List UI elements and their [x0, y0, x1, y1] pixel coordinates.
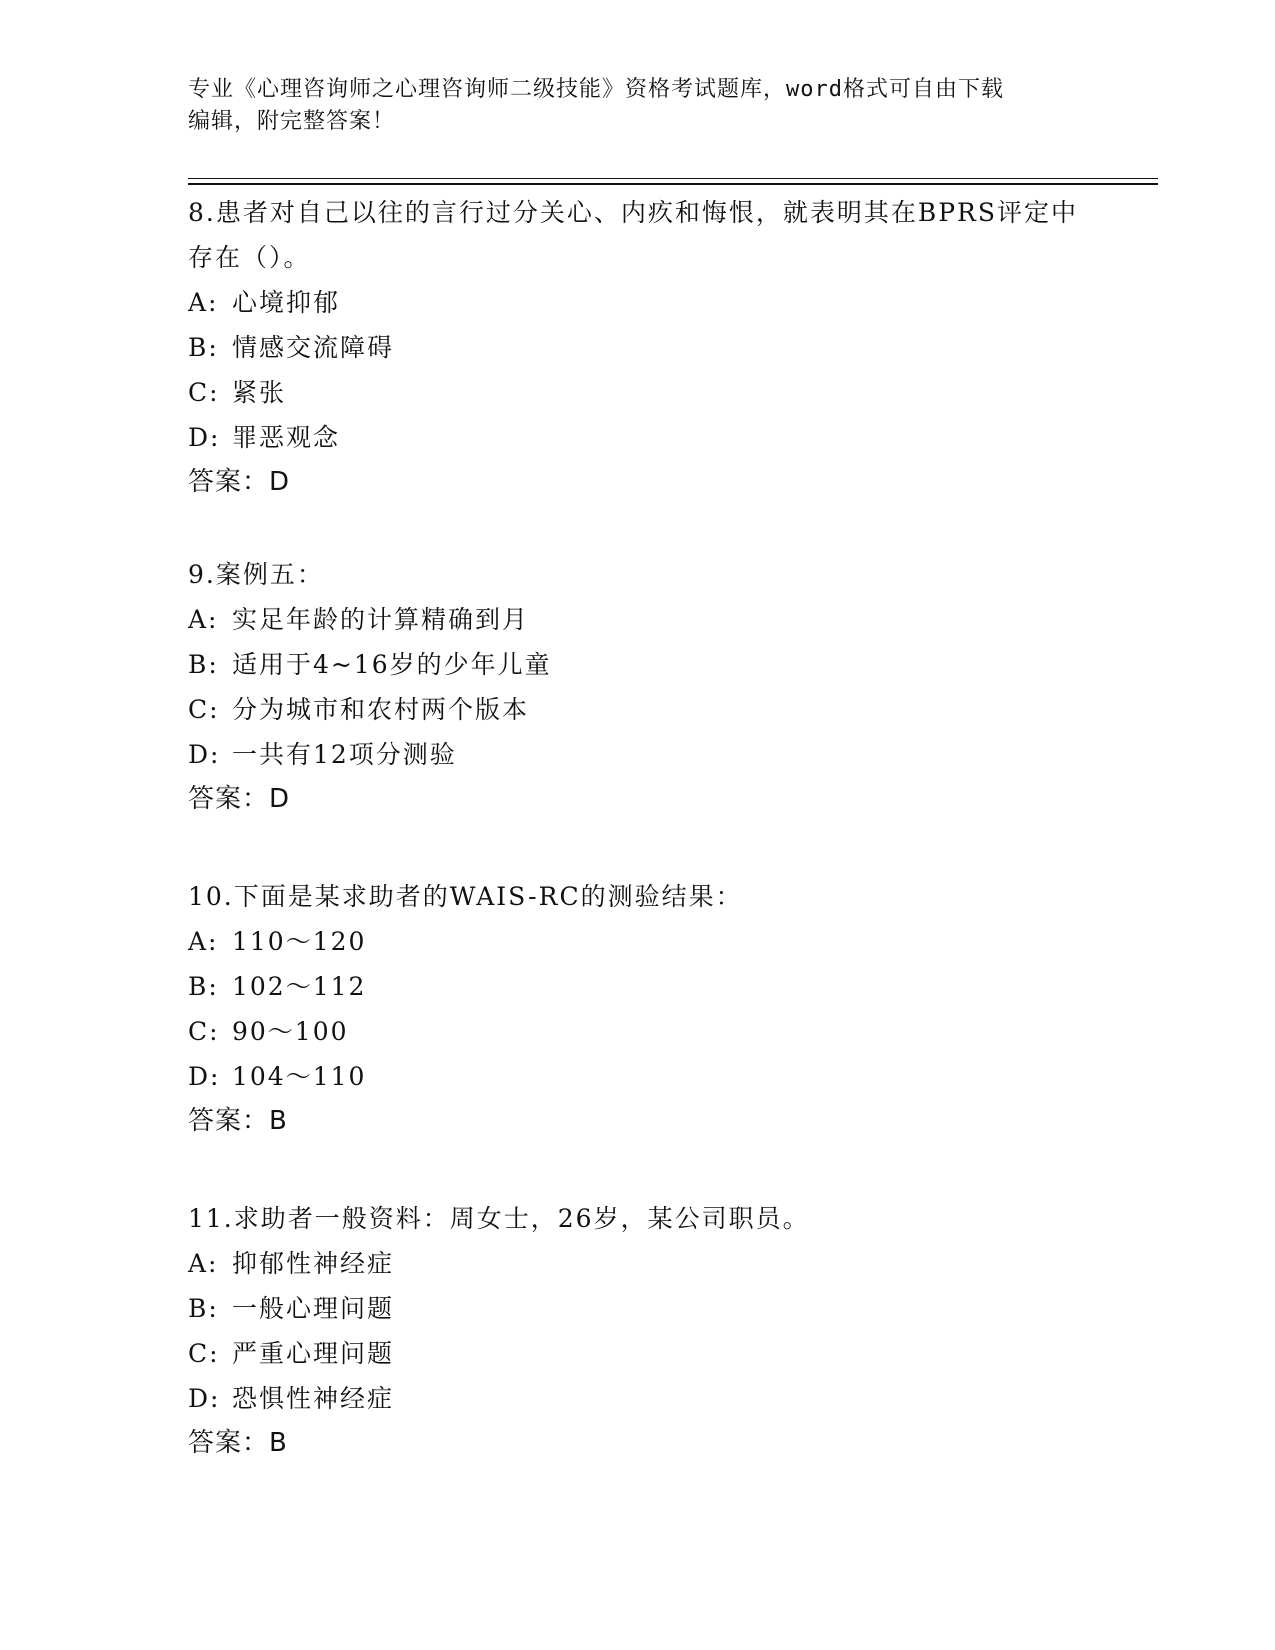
option-d — [188, 1054, 1088, 1099]
option-label: B: — [188, 650, 219, 679]
option-label: C: — [188, 695, 220, 724]
question-text: 10.下面是某求助者的WAIS-RC的测验结果： — [188, 882, 743, 911]
option-c — [188, 370, 1088, 415]
option-label: D: — [188, 740, 221, 769]
option-d — [188, 732, 1088, 777]
option-text: 90～100 — [232, 1017, 349, 1046]
option-text: 紧张 — [232, 378, 287, 407]
option-b — [188, 325, 1088, 370]
option-a — [188, 1241, 1088, 1286]
option-text: 严重心理问题 — [232, 1339, 395, 1368]
question-8 — [188, 190, 1088, 505]
option-d — [188, 1376, 1088, 1421]
option-text: 心境抑郁 — [232, 288, 341, 317]
option-text: 抑郁性神经症 — [232, 1249, 395, 1278]
question-11 — [188, 1196, 1088, 1466]
option-text: 情感交流障碍 — [232, 333, 395, 362]
option-label: C: — [188, 1339, 220, 1368]
option-b — [188, 1286, 1088, 1331]
question-text: 8.患者对自己以往的言行过分关心、内疚和悔恨，就表明其在BPRS评定中存在（）。 — [188, 198, 1078, 272]
header-line-2: 编辑，附完整答案！ — [188, 109, 396, 134]
option-b — [188, 642, 1088, 687]
option-label: A: — [188, 1249, 219, 1278]
option-text: 罪恶观念 — [232, 423, 341, 452]
answer-line: 答案：B — [188, 1428, 288, 1458]
option-text: 110～120 — [232, 927, 367, 956]
option-a — [188, 597, 1088, 642]
question-text: 11.求助者一般资料：周女士，26岁，某公司职员。 — [188, 1204, 810, 1233]
question-10 — [188, 874, 1088, 1144]
question-text: 9.案例五： — [188, 560, 324, 589]
option-label: C: — [188, 378, 220, 407]
document-header — [188, 74, 1088, 138]
question-9 — [188, 552, 1088, 822]
option-text: 一共有12项分测验 — [232, 740, 457, 769]
option-c — [188, 1009, 1088, 1054]
header-divider-thick — [188, 183, 1158, 185]
option-text: 分为城市和农村两个版本 — [232, 695, 530, 724]
answer-line: 答案：B — [188, 1106, 288, 1136]
option-d — [188, 415, 1088, 460]
option-text: 恐惧性神经症 — [232, 1384, 395, 1413]
option-label: D: — [188, 1062, 221, 1091]
option-label: A: — [188, 288, 219, 317]
header-line-1: 专业《心理咨询师之心理咨询师二级技能》资格考试题库，word格式可自由下载 — [188, 77, 1004, 102]
option-label: A: — [188, 927, 219, 956]
option-a — [188, 919, 1088, 964]
option-label: B: — [188, 1294, 219, 1323]
option-c — [188, 687, 1088, 732]
option-label: C: — [188, 1017, 220, 1046]
option-c — [188, 1331, 1088, 1376]
option-text: 适用于4~16岁的少年儿童 — [232, 650, 552, 679]
option-a — [188, 280, 1088, 325]
answer-line: 答案：D — [188, 784, 291, 814]
header-divider-thin — [188, 178, 1158, 179]
option-label: B: — [188, 972, 219, 1001]
option-label: D: — [188, 423, 221, 452]
option-label: B: — [188, 333, 219, 362]
answer-line: 答案：D — [188, 467, 291, 497]
option-label: D: — [188, 1384, 221, 1413]
option-b — [188, 964, 1088, 1009]
option-text: 102～112 — [232, 972, 367, 1001]
option-text: 104～110 — [232, 1062, 367, 1091]
option-label: A: — [188, 605, 219, 634]
option-text: 一般心理问题 — [232, 1294, 395, 1323]
option-text: 实足年龄的计算精确到月 — [232, 605, 530, 634]
